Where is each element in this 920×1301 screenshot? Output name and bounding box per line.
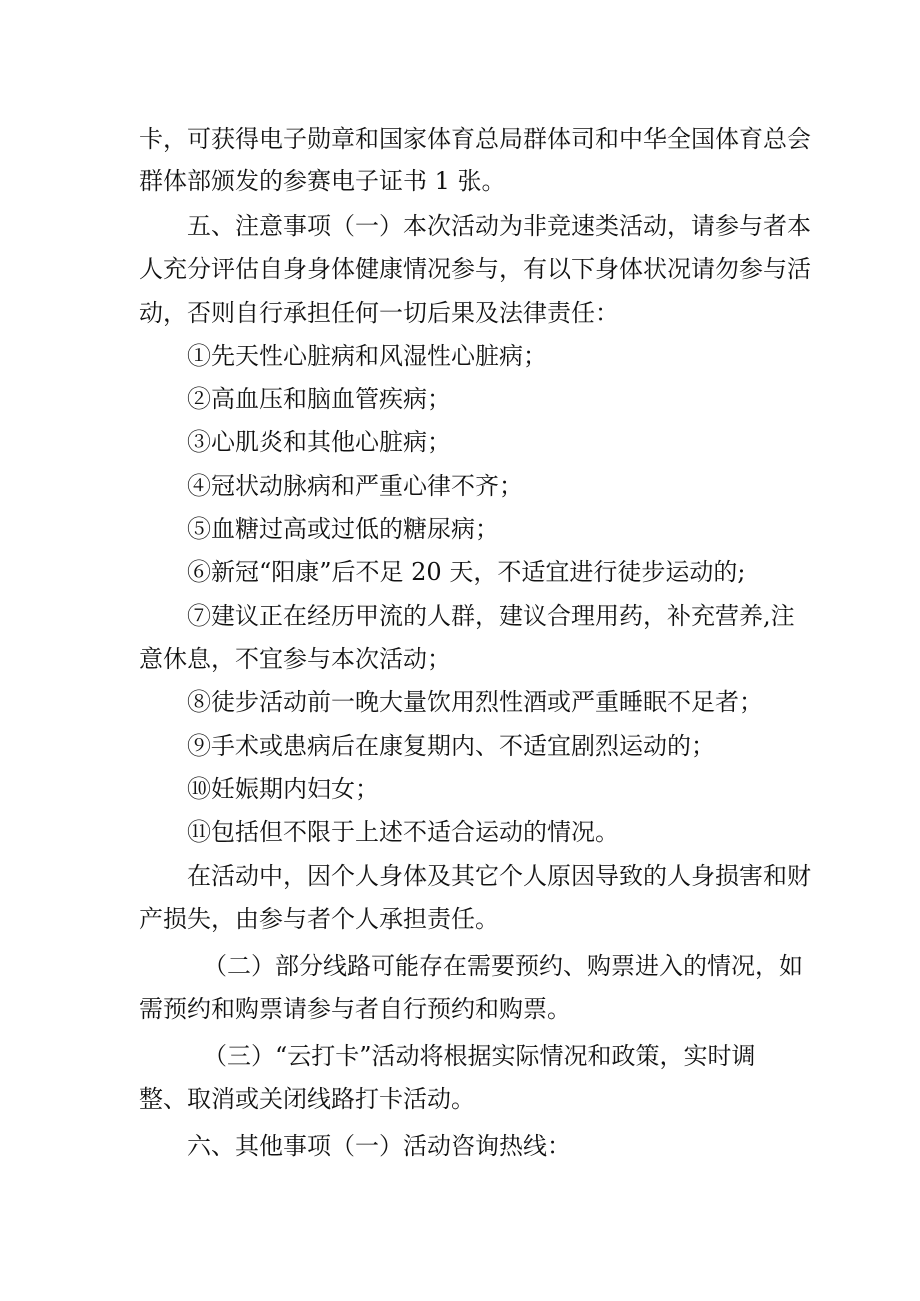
text-line: 人充分评估自身身体健康情况参与，有以下身体状况请勿参与活: [139, 255, 811, 283]
list-item: ⑧徒步活动前一晚大量饮用烈性酒或严重睡眠不足者；: [187, 688, 763, 716]
text-line: 意休息，不宜参与本次活动；: [139, 645, 451, 673]
list-item: ⑤血糖过高或过低的糖尿病；: [187, 515, 499, 543]
text-line: 需预约和购票请参与者自行预约和购票。: [139, 995, 571, 1023]
list-item: ⑩妊娠期内妇女；: [187, 775, 379, 803]
paragraph-line: （二）部分线路可能存在需要预约、购票进入的情况，如: [203, 952, 803, 980]
section-heading-line: 六、其他事项（一）活动咨询热线：: [187, 1132, 571, 1160]
paragraph-line: （三）“云打卡”活动将根据实际情况和政策，实时调: [203, 1042, 756, 1070]
list-item: ②高血压和脑血管疾病；: [187, 385, 451, 413]
list-item: ③心肌炎和其他心脏病；: [187, 428, 451, 456]
list-item: ⑪包括但不限于上述不适合运动的情况。: [187, 818, 619, 846]
list-item: ⑥新冠“阳康”后不足 20 天，不适宜进行徒步运动的;: [187, 558, 746, 586]
list-item: ①先天性心脏病和风湿性心脏病；: [187, 342, 547, 370]
list-item: ④冠状动脉病和严重心律不齐；: [187, 472, 523, 500]
list-item: ⑨手术或患病后在康复期内、不适宜剧烈运动的；: [187, 732, 715, 760]
paragraph-line: 在活动中，因个人身体及其它个人原因导致的人身损害和财: [187, 862, 811, 890]
text-line: 产损失，由参与者个人承担责任。: [139, 905, 499, 933]
text-line: 整、取消或关闭线路打卡活动。: [139, 1085, 475, 1113]
list-item: ⑦建议正在经历甲流的人群，建议合理用药，补充营养,注: [187, 602, 795, 630]
text-line: 群体部颁发的参赛电子证书 1 张。: [139, 167, 506, 195]
section-heading-line: 五、注意事项（一）本次活动为非竞速类活动，请参与者本: [187, 212, 811, 240]
text-line: 卡，可获得电子勋章和国家体育总局群体司和中华全国体育总会: [139, 125, 811, 153]
text-line: 动，否则自行承担任何一切后果及法律责任：: [139, 299, 619, 327]
